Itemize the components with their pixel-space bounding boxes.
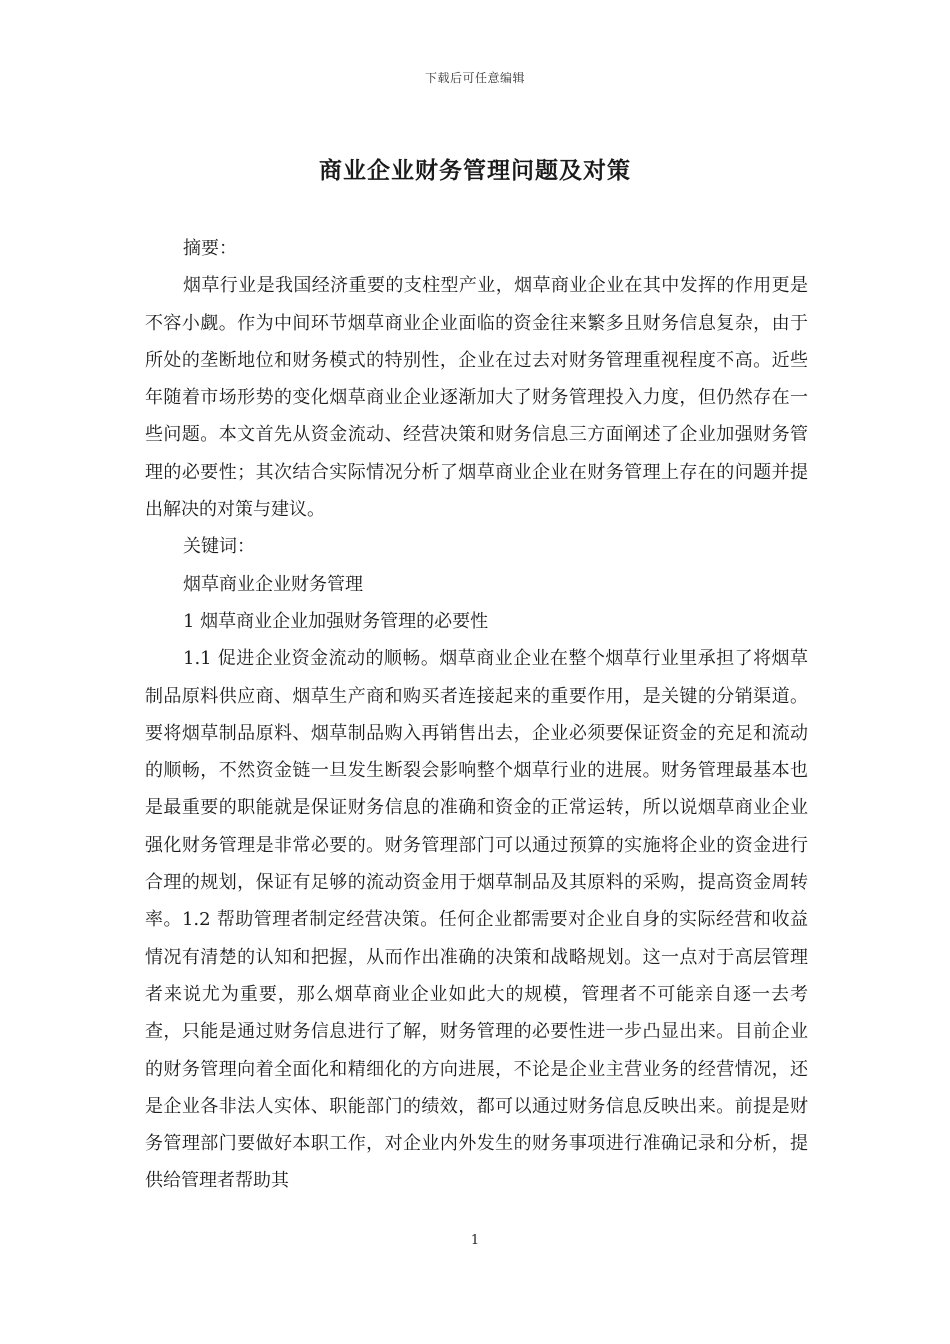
keywords-text: 烟草商业企业财务管理 [183, 573, 363, 595]
keywords-heading: 关键词： [183, 536, 255, 558]
page-number: 1 [470, 1233, 480, 1248]
page-header-note: 下载后可任意编辑 [424, 71, 525, 85]
document-title: 商业企业财务管理问题及对策 [319, 157, 631, 184]
section-paragraph: 1.1 促进企业资金流动的顺畅。烟草商业企业在整个烟草行业里承担了将烟草制品原料供应商、烟草生产商和购买者连接起来的重要作用，是关键的分销渠道。要将烟草制品原料、烟草制品购入再销售出去，企业必须要保证资金的充足和流动的顺畅，不然资金链一旦发生断裂会影响整个烟草行业的进展。财务管理最基本也是最重要的职能就是保证财务信息的准确和资金的正常运转，所以说烟草商业企业强化财务管理是非常必要的。财务管理部门可以通过预算的实施将企业的资金进行合理的规划，保证有足够的流动资金用于烟草制品及其原料的采购，提高资金周转率。1.2 帮助管理者制定经营决策。任何企业都需要对企业自身的实际经营和收益情况有清楚的认知和把握，从而作出准确的决策和战略规划。这一点对于高层管理者来说尤为重要，那么烟草商业企业如此大的规模，管理者不可能亲自逐一去考查，只能是通过财务信息进行了解，财务管理的必要性进一步凸显出来。目前企业的财务管理向着全面化和精细化的方向进展，不论是企业主营业务的经营情况，还是企业各非法人实体、职能部门的绩效，都可以通过财务信息反映出来。前提是财务管理部门要做好本职工作，对企业内外发生的财务事项进行准确记录和分析，提供给管理者帮助其 [145, 648, 808, 1192]
abstract-paragraph: 烟草行业是我国经济重要的支柱型产业，烟草商业企业在其中发挥的作用更是不容小觑。作为中间环节烟草商业企业面临的资金往来繁多且财务信息复杂，由于所处的垄断地位和财务模式的特别性，企业在过去对财务管理重视程度不高。近些年随着市场形势的变化烟草商业企业逐渐加大了财务管理投入力度，但仍然存在一些问题。本文首先从资金流动、经营决策和财务信息三方面阐述了企业加强财务管理的必要性；其次结合实际情况分析了烟草商业企业在财务管理上存在的问题并提出解决的对策与建议。 [145, 275, 808, 521]
abstract-heading: 摘要： [183, 238, 237, 259]
document-body [145, 230, 808, 1200]
section-heading: 1 烟草商业企业加强财务管理的必要性 [183, 610, 489, 632]
